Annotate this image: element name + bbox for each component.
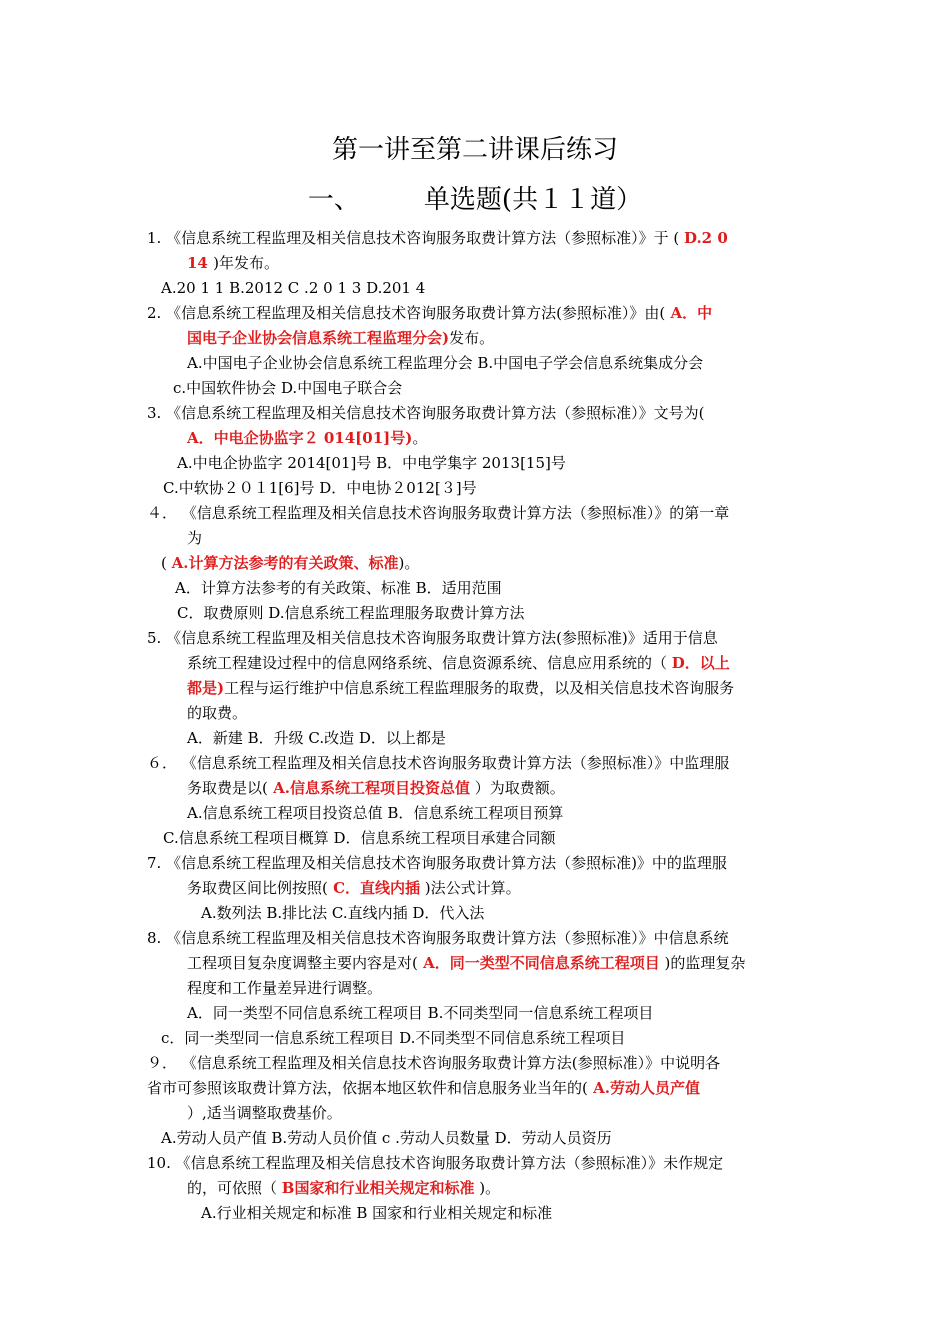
question-text: 发布。 (449, 329, 495, 347)
question-text: ( (161, 554, 172, 572)
answer-text: D.2 0 (683, 229, 728, 247)
section-number: 一、 (307, 185, 360, 215)
text-line (187, 653, 730, 673)
text-line (147, 503, 729, 523)
text-line (147, 1053, 720, 1073)
question-text: A.信息系统工程项目投资总值 B．信息系统工程项目预算 (187, 804, 564, 822)
question-text: )。 (398, 554, 420, 572)
question-text: 5. 《信息系统工程监理及相关信息技术咨询服务取费计算方法(参照标准)》适用于信息 (147, 629, 718, 647)
text-line (187, 678, 734, 698)
answer-text: A．中 (665, 304, 713, 322)
question-text: ４． 《信息系统工程监理及相关信息技术咨询服务取费计算方法（参照标准）》的第一章 (147, 504, 730, 522)
text-line (147, 753, 729, 773)
text-line (187, 978, 382, 998)
answer-text: A.计算方法参考的有关政策、标准 (171, 554, 399, 572)
question-text: A.行业相关规定和标准 B 国家和行业相关规定和标准 (201, 1204, 553, 1222)
question-text: ）,适当调整取费基价。 (187, 1104, 342, 1122)
question-text: 务取费是以( (187, 779, 268, 797)
question-text: 系统工程建设过程中的信息网络系统、信息资源系统、信息应用系统的（ (187, 654, 672, 672)
question-text: c．同一类型同一信息系统工程项目 D.不同类型不同信息系统工程项目 (161, 1029, 626, 1047)
text-line (187, 328, 494, 348)
text-line (147, 1153, 723, 1173)
text-line (177, 453, 566, 473)
text-line (161, 278, 425, 298)
question-text: A.劳动人员产值 B.劳动人员价值 c .劳动人员数量 D．劳动人员资历 (161, 1129, 612, 1147)
text-line (147, 403, 704, 423)
text-line (147, 628, 718, 648)
text-line (161, 553, 419, 573)
text-line (201, 1203, 552, 1223)
question-text: A．同一类型不同信息系统工程项目 B.不同类型同一信息系统工程项目 (187, 1004, 654, 1022)
text-line (187, 353, 703, 373)
question-text: A.数列法 B.排比法 C.直线内插 D．代入法 (201, 904, 485, 922)
question-text: 1. 《信息系统工程监理及相关信息技术咨询服务取费计算方法（参照标准）》于 ( (147, 229, 684, 247)
answer-text: A．中电企协监字２ 014[01]号) (187, 429, 413, 447)
text-line (187, 253, 279, 273)
question-text: 2. 《信息系统工程监理及相关信息技术咨询服务取费计算方法(参照标准）》由( (147, 304, 666, 322)
text-line (187, 528, 202, 548)
question-text: C.中软协２０１1[6]号 D．中电协２012[３]号 (163, 479, 477, 497)
question-text: 工程与运行维护中信息系统工程监理服务的取费，以及相关信息技术咨询服务 (224, 679, 735, 697)
question-text: 的，可依照（ (187, 1179, 282, 1197)
text-line (187, 778, 565, 798)
text-line (177, 603, 525, 623)
text-line (187, 703, 247, 723)
question-text: 10. 《信息系统工程监理及相关信息技术咨询服务取费计算方法（参照标准）》未作规定 (147, 1154, 724, 1172)
text-line (147, 853, 727, 873)
section-label: 单选题(共１１道） (423, 185, 643, 215)
question-text: 程度和工作量差异进行调整。 (187, 979, 383, 997)
text-line (187, 728, 446, 748)
question-text: ６． 《信息系统工程监理及相关信息技术咨询服务取费计算方法（参照标准）》中监理服 (147, 754, 730, 772)
question-text: 3. 《信息系统工程监理及相关信息技术咨询服务取费计算方法（参照标准）》文号为( (147, 404, 705, 422)
question-text: A.中电企协监字 2014[01]号 B．中电学集字 2013[15]号 (177, 454, 566, 472)
text-line (173, 378, 402, 398)
text-line (201, 903, 484, 923)
question-text: 工程项目复杂度调整主要内容是对( (187, 954, 418, 972)
text-line (163, 828, 556, 848)
answer-text: C．直线内插 (327, 879, 421, 897)
answer-text: A.劳动人员产值 (587, 1079, 700, 1097)
question-text: ）为取费额。 (469, 779, 565, 797)
text-line (187, 1178, 500, 1198)
text-line (147, 928, 729, 948)
question-text: )法公式计算。 (420, 879, 521, 897)
question-text: C.信息系统工程项目概算 D．信息系统工程项目承建合同额 (163, 829, 556, 847)
question-text: A.20 1 1 B.2012 C .2 0 1 3 D.201 4 (161, 279, 426, 297)
text-line (163, 478, 477, 498)
question-text: 省市可参照该取费计算方法，依据本地区软件和信息服务业当年的( (147, 1079, 588, 1097)
text-line (147, 228, 728, 248)
question-text: A.中国电子企业协会信息系统工程监理分会 B.中国电子学会信息系统集成分会 (187, 354, 704, 372)
question-text: )。 (474, 1179, 501, 1197)
section-heading (0, 184, 950, 216)
answer-text: B国家和行业相关规定和标准 (281, 1179, 475, 1197)
answer-text: 国电子企业协会信息系统工程监理分会) (187, 329, 450, 347)
question-text: 务取费区间比例按照( (187, 879, 328, 897)
page-title: 第一讲至第二讲课后练习 (331, 135, 618, 165)
answer-text: D．以上 (671, 654, 730, 672)
answer-text: 14 (187, 254, 214, 272)
answer-text: A.信息系统工程项目投资总值 (267, 779, 470, 797)
answer-text: A．同一类型不同信息系统工程项目 (417, 954, 660, 972)
text-line (187, 953, 745, 973)
question-text: 8. 《信息系统工程监理及相关信息技术咨询服务取费计算方法（参照标准）》中信息系统 (147, 929, 729, 947)
question-text: 7. 《信息系统工程监理及相关信息技术咨询服务取费计算方法（参照标准)》中的监理服 (147, 854, 727, 872)
question-text: c.中国软件协会 D.中国电子联合会 (173, 379, 403, 397)
question-text: A．计算方法参考的有关政策、标准 B．适用范围 (175, 579, 502, 597)
question-text: 的取费。 (187, 704, 248, 722)
text-line (187, 878, 521, 898)
question-text: )的监理复杂 (659, 954, 746, 972)
text-line (187, 1103, 342, 1123)
text-line (187, 803, 563, 823)
question-text: ９． 《信息系统工程监理及相关信息技术咨询服务取费计算方法(参照标准）》中说明各 (147, 1054, 721, 1072)
question-text: )年发布。 (213, 254, 279, 272)
answer-text: 都是) (187, 679, 225, 697)
text-line (161, 1128, 612, 1148)
text-line (175, 578, 502, 598)
text-line (147, 303, 712, 323)
text-line (187, 1003, 653, 1023)
text-line (147, 1078, 700, 1098)
question-text: 。 (412, 429, 428, 447)
text-line (187, 428, 427, 448)
question-text: C．取费原则 D.信息系统工程监理服务取费计算方法 (177, 604, 525, 622)
question-text: A．新建 B．升级 C.改造 D．以上都是 (187, 729, 446, 747)
question-text: 为 (187, 529, 203, 547)
text-line (161, 1028, 625, 1048)
